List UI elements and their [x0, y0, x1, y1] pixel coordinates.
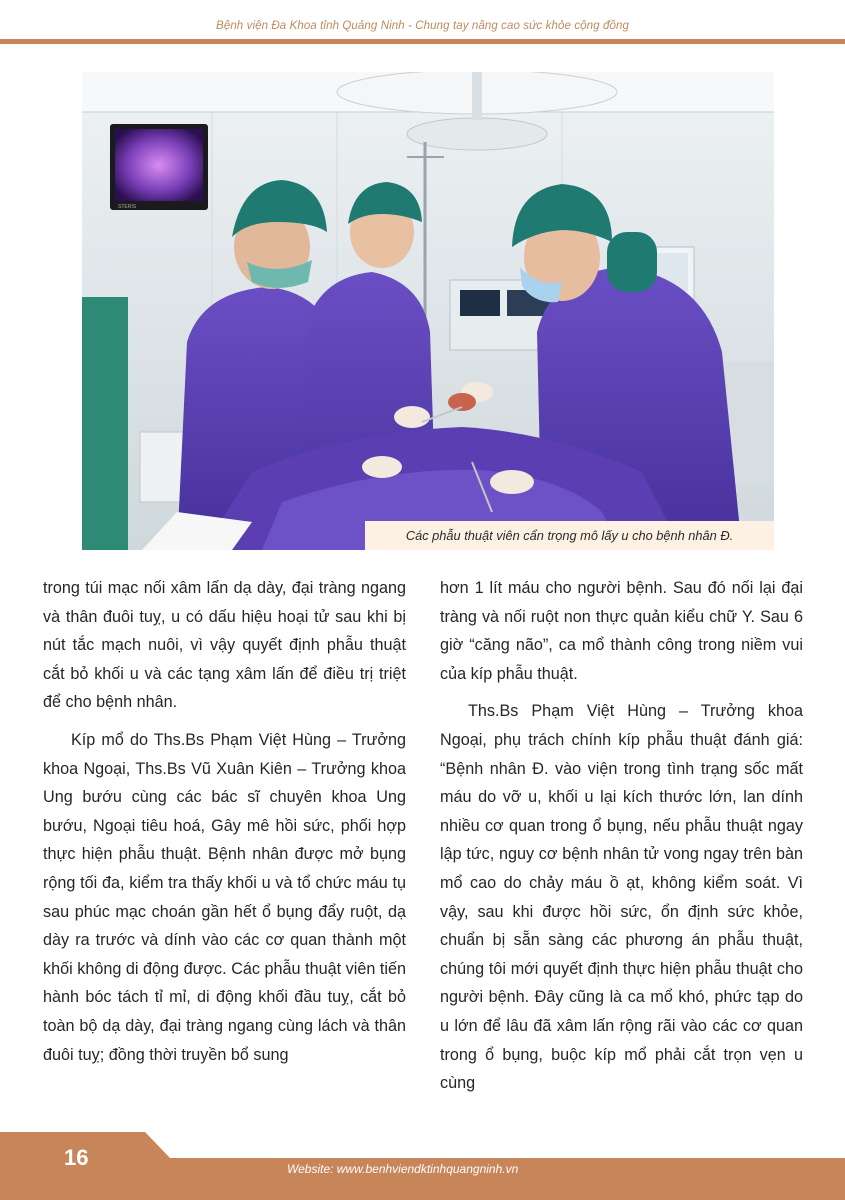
left-column [43, 574, 406, 1069]
right-column [440, 574, 803, 1098]
paragraph: trong túi mạc nối xâm lấn dạ dày, đại tràng ngang và thân đuôi tuỵ, u có dấu hiệu hoại tử sau khi bị nút tắc mạch nuôi, vì vậy quyết định phẫu thuật cắt bỏ khối u và các tạng xâm lấn để điều trị triệt để cho bệnh nhân. [43, 579, 406, 712]
website-link[interactable]: Website: www.benhviendktinhquangninh.vn [287, 1162, 519, 1176]
photo-caption: Các phẫu thuật viên cẩn trọng mô lấy u cho bệnh nhân Đ. [365, 521, 774, 550]
paragraph: hơn 1 lít máu cho người bệnh. Sau đó nối lại đại tràng và nối ruột non thực quản kiểu chữ Y. Sau 6 giờ “căng não”, ca mổ thành công trong niềm vui của kíp phẫu thuật. [440, 579, 803, 683]
svg-text:STERIS: STERIS [118, 204, 137, 210]
surgery-photo [82, 72, 774, 550]
paragraph: Kíp mổ do Ths.Bs Phạm Việt Hùng – Trưởng khoa Ngoại, Ths.Bs Vũ Xuân Kiên – Trưởng khoa Ung bướu cùng các bác sĩ chuyên khoa Ung bướu, Ngoại tiêu hoá, Gây mê hồi sức, phối hợp thực hiện phẫu thuật. Bệnh nhân được mở bụng rộng tối đa, kiểm tra thấy khối u và tổ chức máu tụ sau phúc mạc choán gần hết ổ bụng đẩy ruột, dạ dày ra trước và dính vào các cơ quan thành một khối không di động được. Các phẫu thuật viên tiến hành bóc tách tỉ mỉ, di động khối đầu tuỵ, cắt bỏ toàn bộ dạ dày, đại tràng ngang cùng lách và thân đuôi tuỵ; đồng thời truyền bổ sung [43, 730, 406, 1064]
paragraph: Ths.Bs Phạm Việt Hùng – Trưởng khoa Ngoại, phụ trách chính kíp phẫu thuật đánh giá: “Bệnh nhân Đ. vào viện trong tình trạng sốc mất máu do vỡ u, khối u lại kích thước lớn, lan dính nhiều cơ quan trong ổ bụng, nếu phẫu thuật ngay lập tức, nguy cơ bệnh nhân tử vong ngay trên bàn mổ cao do chảy máu ồ ạt, không kiểm soát. Vì vậy, sau khi được hồi sức, ổn định sức khỏe, chuẩn bị sẵn sàng các phương án phẫu thuật, chúng tôi mới quyết định thực hiện phẫu thuật cho người bệnh. Đây cũng là ca mổ khó, phức tạp do u lớn để lâu đã xâm lấn rộng rãi vào các cơ quan trong ổ bụng, buộc kíp mổ phải cắt trọn vẹn u cùng [440, 702, 803, 1093]
wall-monitor [110, 124, 208, 210]
running-header: Bệnh viện Đa Khoa tỉnh Quảng Ninh - Chung tay nâng cao sức khỏe cộng đồng [216, 20, 629, 32]
page-number: 16 [64, 1145, 89, 1170]
header-rule [0, 39, 845, 44]
